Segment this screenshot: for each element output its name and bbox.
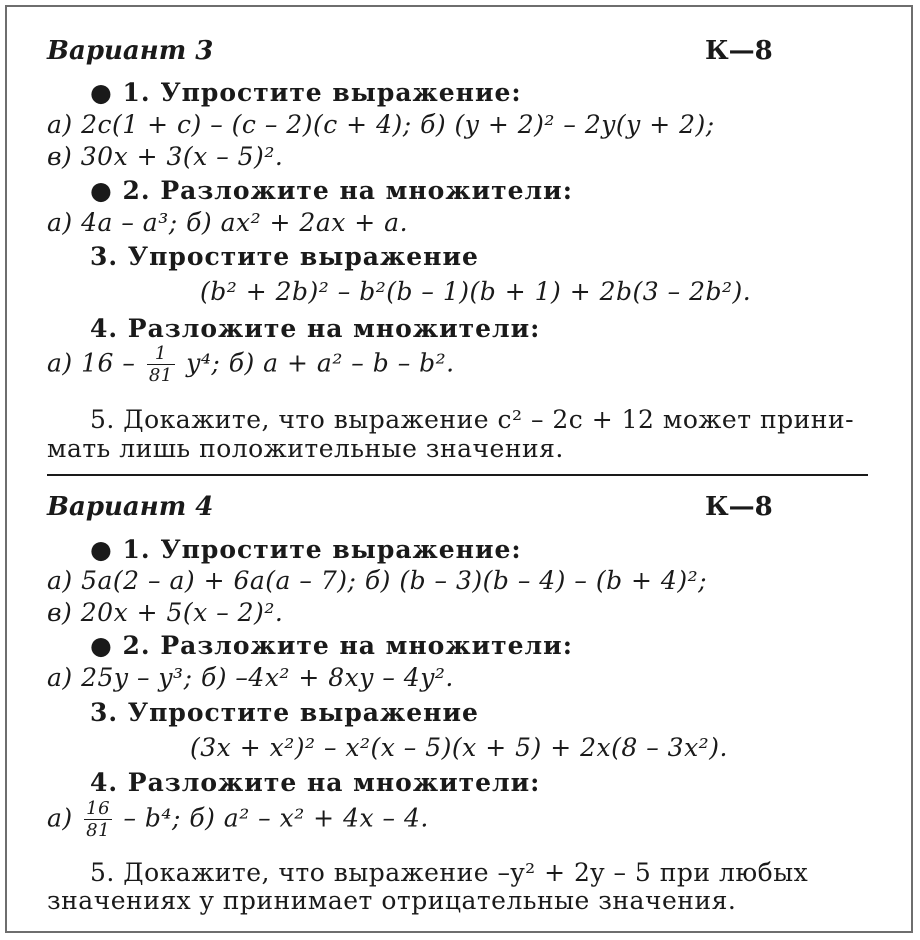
task-5-line-2: значениях y принимает отрицательные значения. xyxy=(47,886,737,915)
fraction-denominator: 81 xyxy=(148,365,173,386)
fraction xyxy=(147,345,175,385)
fraction-denominator: 81 xyxy=(86,820,111,841)
task-5-line-1: 5. Докажите, что выражение c² – 2c + 12 может прини- xyxy=(90,405,855,434)
task-3-expression: (b² + 2b)² – b²(b – 1)(b + 1) + 2b(3 – 2b²). xyxy=(200,277,752,306)
task-3-title: 3. Упростите выражение xyxy=(90,242,479,271)
fraction-numerator: 1 xyxy=(147,345,175,365)
task-2-ab: а) 4a – a³; б) ax² + 2ax + a. xyxy=(47,208,409,237)
fraction-numerator: 16 xyxy=(86,798,111,819)
task-4-title: 4. Разложите на множители: xyxy=(90,314,541,343)
task-1-ab: а) 2c(1 + c) – (c – 2)(c + 4); б) (y + 2)² – 2y(y + 2); xyxy=(47,110,715,139)
task-4-a-prefix: 16 – xyxy=(81,348,136,378)
task-3-expression: (3x + x²)² – x²(x – 5)(x + 5) + 2x(8 – 3x²). xyxy=(190,733,728,762)
task-4-a-suffix: – b⁴; б) a² – x² + 4x – 4. xyxy=(123,803,429,833)
task-4-ab xyxy=(47,345,455,385)
variant-4-code: К—8 xyxy=(705,492,773,522)
task-4-a-label: а) xyxy=(47,803,73,833)
task-3-title: 3. Упростите выражение xyxy=(90,698,479,727)
task-1-ab: а) 5a(2 – a) + 6a(a – 7); б) (b – 3)(b – 4) – (b + 4)²; xyxy=(47,566,708,595)
task-4-title: 4. Разложите на множители: xyxy=(90,768,541,797)
task-1-v: в) 20x + 5(x – 2)². xyxy=(47,598,284,627)
task-1-v: в) 30x + 3(x – 5)². xyxy=(47,142,284,171)
variant-3-code: К—8 xyxy=(705,36,773,66)
task-1-title: ● 1. Упростите выражение: xyxy=(90,78,522,107)
task-4-ab xyxy=(47,800,429,840)
section-divider xyxy=(47,474,868,476)
fraction xyxy=(84,800,112,840)
task-2-title: ● 2. Разложите на множители: xyxy=(90,176,573,205)
task-2-ab: а) 25y – y³; б) –4x² + 8xy – 4y². xyxy=(47,663,454,692)
task-4-a-label: а) xyxy=(47,348,73,378)
variant-4-title: Вариант 4 xyxy=(47,492,214,522)
task-1-title: ● 1. Упростите выражение: xyxy=(90,535,522,564)
task-5-line-2: мать лишь положительные значения. xyxy=(47,434,564,463)
variant-3-title: Вариант 3 xyxy=(47,36,214,66)
task-2-title: ● 2. Разложите на множители: xyxy=(90,631,573,660)
task-4-a-suffix: y⁴; б) a + a² – b – b². xyxy=(186,348,455,378)
task-5-line-1: 5. Докажите, что выражение –y² + 2y – 5 при любых xyxy=(90,858,809,887)
